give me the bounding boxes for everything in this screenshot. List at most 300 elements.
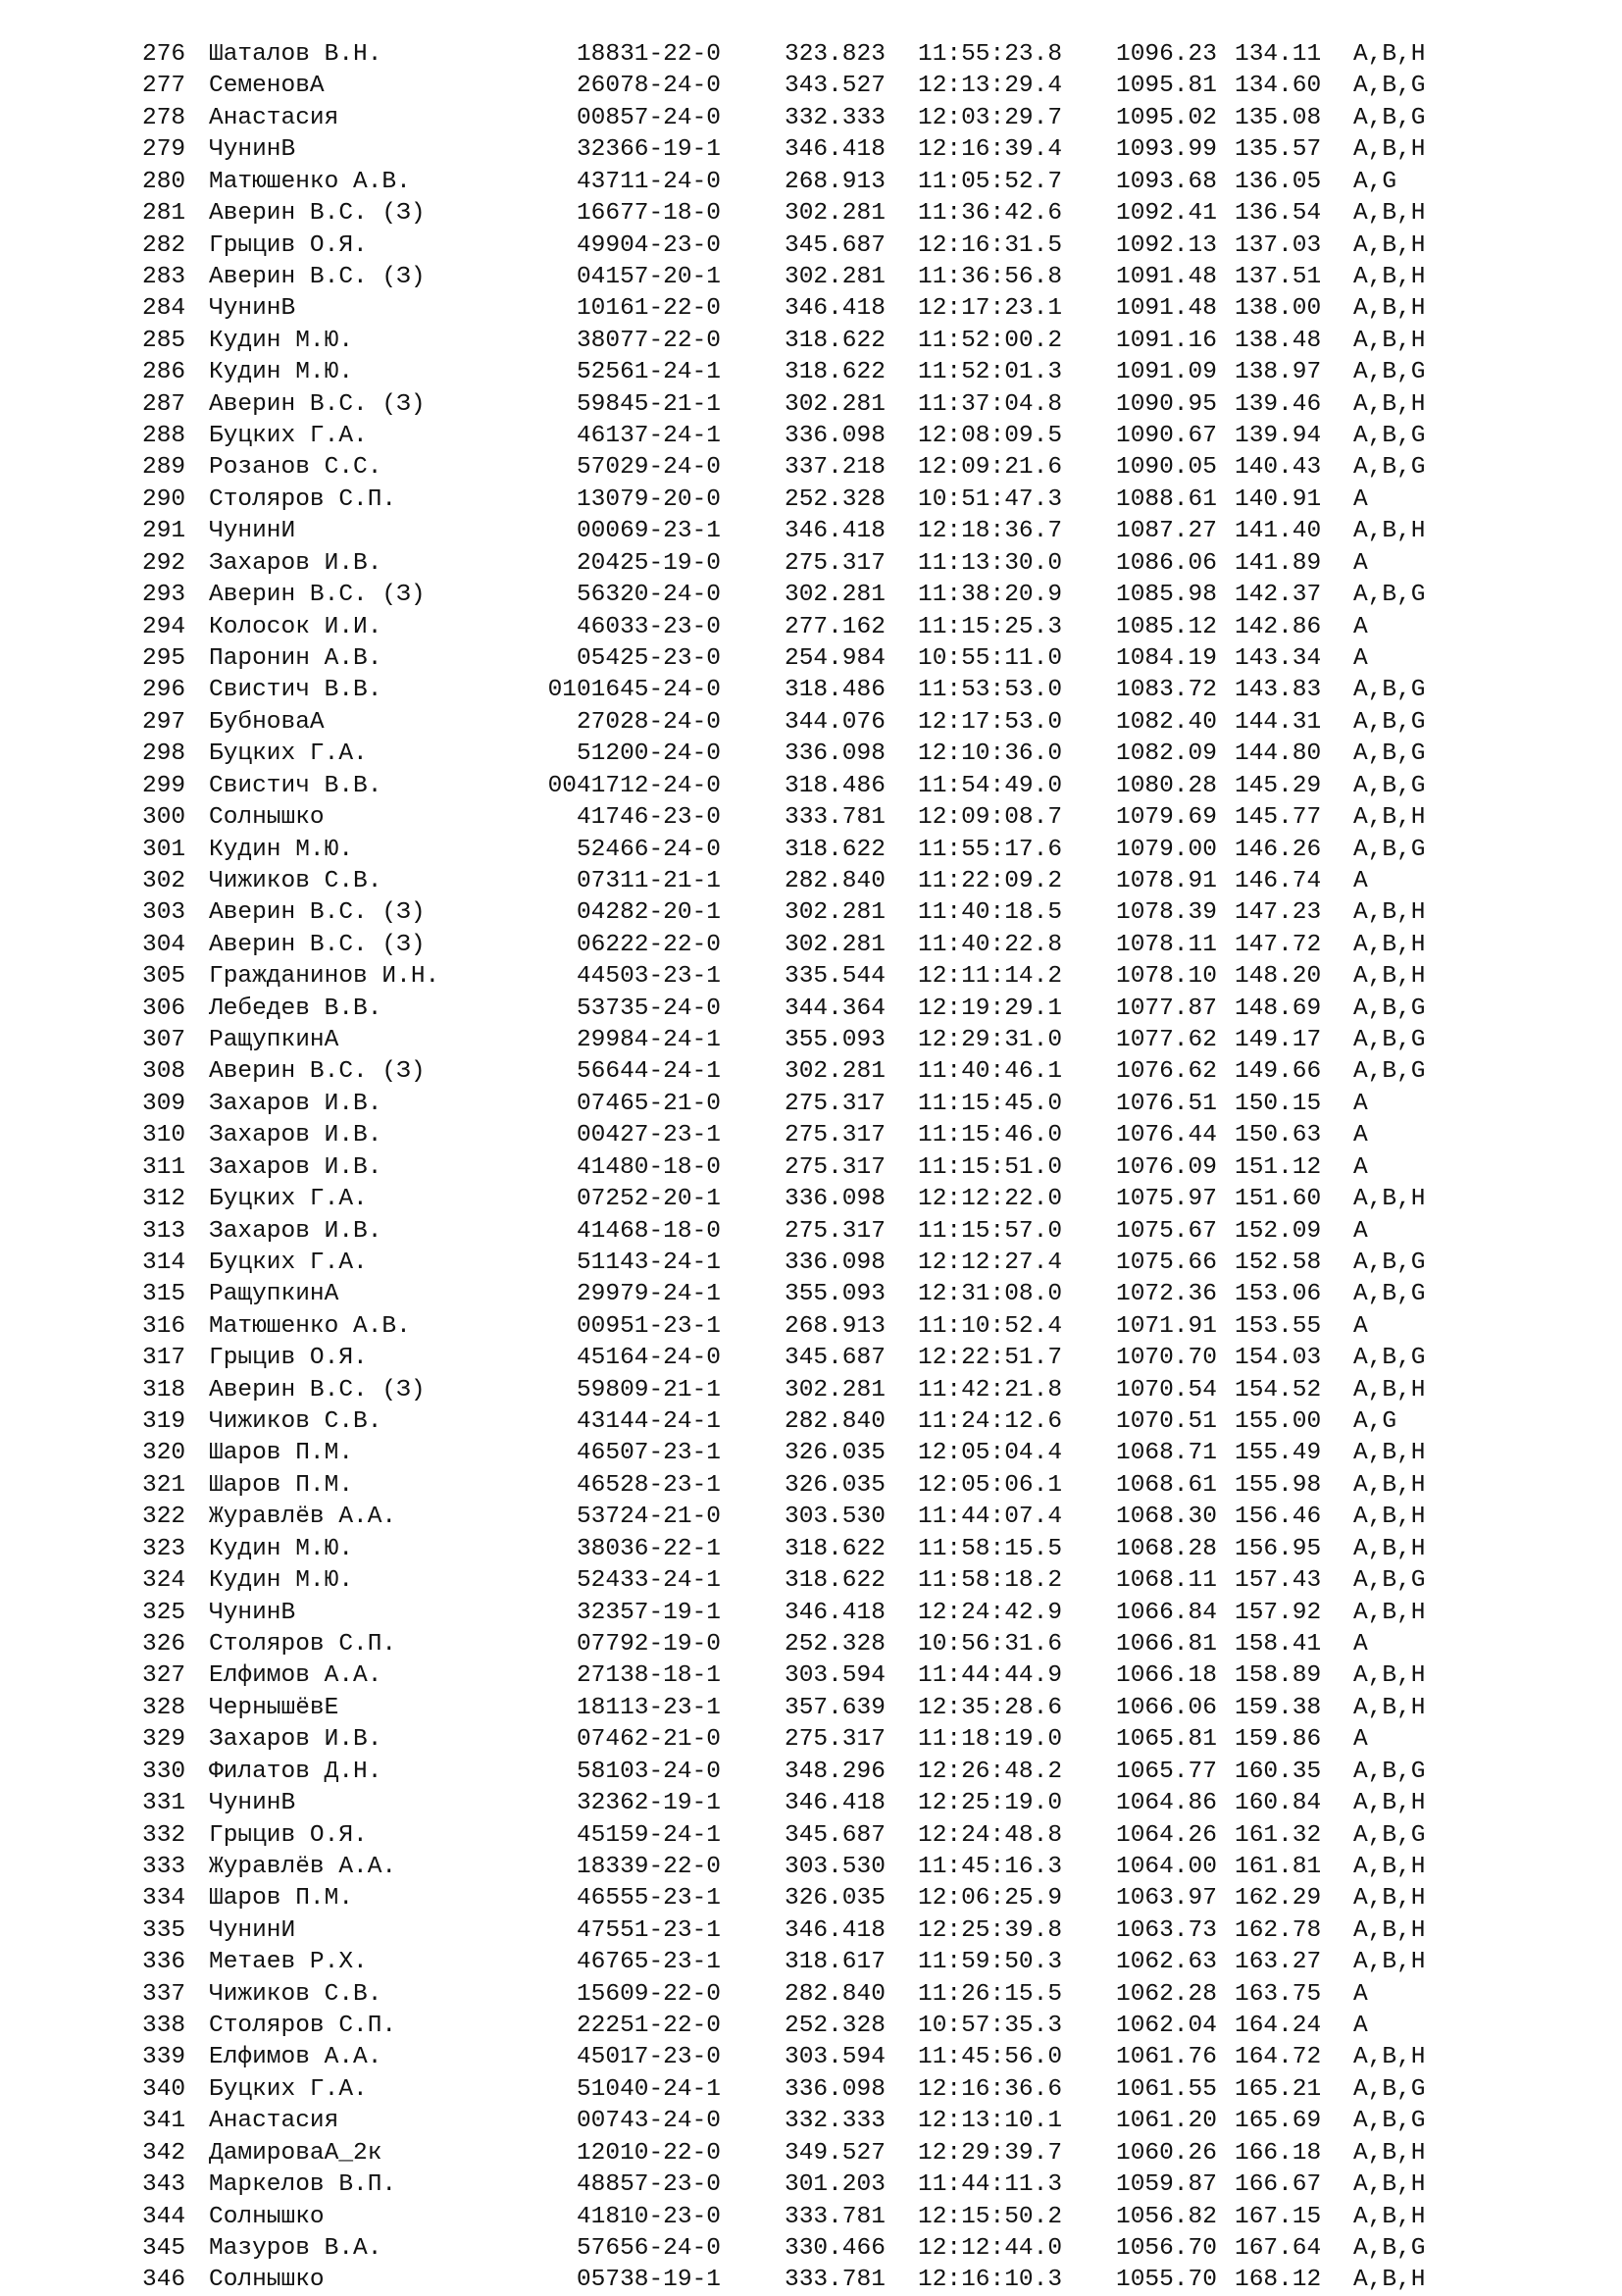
- categories: A,B,G: [1353, 73, 1426, 100]
- distance: 344.076: [785, 708, 886, 736]
- result-row: [0, 1120, 1622, 1151]
- coefficient: 147.23: [1235, 899, 1322, 927]
- row-number: 328: [142, 1694, 186, 1721]
- fancier-name: Гражданинов И.Н.: [209, 963, 440, 991]
- arrival-time: 12:05:06.1: [918, 1471, 1063, 1499]
- categories: A: [1353, 867, 1368, 894]
- ring-number: 05425-23-0: [576, 644, 721, 672]
- categories: A,B,H: [1353, 899, 1426, 927]
- categories: A,B,H: [1353, 1376, 1426, 1403]
- ring-number: 56644-24-1: [576, 1058, 721, 1086]
- categories: A,B,H: [1353, 1662, 1426, 1690]
- distance: 345.687: [785, 1821, 886, 1849]
- fancier-name: БубноваА: [209, 708, 325, 736]
- fancier-name: Буцких Г.А.: [209, 1249, 368, 1276]
- categories: A,B,G: [1353, 708, 1426, 736]
- ring-number: 58103-24-0: [576, 1758, 721, 1785]
- distance: 282.840: [785, 1408, 886, 1436]
- speed: 1076.51: [1116, 1090, 1217, 1117]
- speed: 1066.06: [1116, 1694, 1217, 1721]
- distance: 336.098: [785, 740, 886, 768]
- fancier-name: Чижиков С.В.: [209, 1980, 382, 2008]
- coefficient: 148.20: [1235, 963, 1322, 991]
- result-row: [0, 389, 1622, 421]
- coefficient: 141.40: [1235, 518, 1322, 545]
- ring-number: 32362-19-1: [576, 1790, 721, 1817]
- fancier-name: Аверин В.С. (З): [209, 263, 426, 290]
- ring-number: 48857-23-0: [576, 2171, 721, 2199]
- categories: A,B,H: [1353, 2044, 1426, 2071]
- ring-number: 46507-23-1: [576, 1440, 721, 1467]
- arrival-time: 12:13:29.4: [918, 73, 1063, 100]
- fancier-name: Аверин В.С. (З): [209, 390, 426, 418]
- row-number: 296: [142, 677, 186, 704]
- row-number: 305: [142, 963, 186, 991]
- fancier-name: ДамироваА_2к: [209, 2139, 382, 2167]
- distance: 318.622: [785, 1567, 886, 1595]
- arrival-time: 11:15:25.3: [918, 613, 1063, 640]
- speed: 1090.67: [1116, 423, 1217, 450]
- distance: 254.984: [785, 644, 886, 672]
- categories: A,B,G: [1353, 2234, 1426, 2262]
- categories: A,B,G: [1353, 1027, 1426, 1054]
- distance: 302.281: [785, 582, 886, 609]
- categories: A,B,G: [1353, 2108, 1426, 2135]
- distance: 318.622: [785, 359, 886, 386]
- arrival-time: 11:54:49.0: [918, 772, 1063, 799]
- categories: A,B,H: [1353, 2139, 1426, 2167]
- speed: 1078.11: [1116, 931, 1217, 958]
- coefficient: 145.29: [1235, 772, 1322, 799]
- speed: 1091.48: [1116, 295, 1217, 323]
- fancier-name: Аверин В.С. (З): [209, 582, 426, 609]
- ring-number: 00427-23-1: [576, 1122, 721, 1149]
- ring-number: 12010-22-0: [576, 2139, 721, 2167]
- categories: A,B,H: [1353, 804, 1426, 832]
- row-number: 341: [142, 2108, 186, 2135]
- arrival-time: 11:45:56.0: [918, 2044, 1063, 2071]
- result-row: [0, 2138, 1622, 2169]
- result-row: [0, 675, 1622, 706]
- result-row: [0, 548, 1622, 580]
- speed: 1060.26: [1116, 2139, 1217, 2167]
- coefficient: 140.91: [1235, 485, 1322, 513]
- categories: A,B,H: [1353, 2203, 1426, 2230]
- result-row: [0, 1248, 1622, 1279]
- result-row: [0, 1311, 1622, 1343]
- categories: A,B,H: [1353, 1535, 1426, 1562]
- row-number: 304: [142, 931, 186, 958]
- row-number: 306: [142, 995, 186, 1022]
- fancier-name: ЧунинИ: [209, 1916, 296, 1944]
- ring-number: 10161-22-0: [576, 295, 721, 323]
- arrival-time: 10:56:31.6: [918, 1631, 1063, 1658]
- coefficient: 153.06: [1235, 1281, 1322, 1308]
- arrival-time: 11:45:16.3: [918, 1853, 1063, 1880]
- ring-number: 53724-21-0: [576, 1504, 721, 1531]
- ring-number: 07792-19-0: [576, 1631, 721, 1658]
- row-number: 290: [142, 485, 186, 513]
- speed: 1065.77: [1116, 1758, 1217, 1785]
- row-number: 299: [142, 772, 186, 799]
- categories: A,B,H: [1353, 1790, 1426, 1817]
- fancier-name: Буцких Г.А.: [209, 2075, 368, 2103]
- ring-number: 41746-23-0: [576, 804, 721, 832]
- ring-number: 59809-21-1: [576, 1376, 721, 1403]
- distance: 302.281: [785, 1376, 886, 1403]
- ring-number: 05738-19-1: [576, 2267, 721, 2294]
- ring-number: 18113-23-1: [576, 1694, 721, 1721]
- fancier-name: Солнышко: [209, 804, 325, 832]
- speed: 1090.05: [1116, 454, 1217, 482]
- arrival-time: 10:55:11.0: [918, 644, 1063, 672]
- categories: A: [1353, 549, 1368, 577]
- row-number: 320: [142, 1440, 186, 1467]
- fancier-name: Захаров И.В.: [209, 1122, 382, 1149]
- result-row: [0, 2233, 1622, 2265]
- row-number: 310: [142, 1122, 186, 1149]
- ring-number: 22251-22-0: [576, 2013, 721, 2040]
- distance: 277.162: [785, 613, 886, 640]
- result-row: [0, 198, 1622, 230]
- fancier-name: Захаров И.В.: [209, 1090, 382, 1117]
- coefficient: 145.77: [1235, 804, 1322, 832]
- row-number: 281: [142, 200, 186, 228]
- categories: A,B,G: [1353, 1758, 1426, 1785]
- distance: 318.486: [785, 772, 886, 799]
- ring-number: 44503-23-1: [576, 963, 721, 991]
- arrival-time: 11:15:51.0: [918, 1153, 1063, 1181]
- row-number: 345: [142, 2234, 186, 2262]
- coefficient: 156.95: [1235, 1535, 1322, 1562]
- speed: 1064.86: [1116, 1790, 1217, 1817]
- row-number: 307: [142, 1027, 186, 1054]
- row-number: 312: [142, 1186, 186, 1213]
- speed: 1068.28: [1116, 1535, 1217, 1562]
- categories: A,B,H: [1353, 327, 1426, 354]
- result-row: [0, 1788, 1622, 1819]
- result-row: [0, 1629, 1622, 1660]
- row-number: 298: [142, 740, 186, 768]
- distance: 326.035: [785, 1440, 886, 1467]
- ring-number: 00743-24-0: [576, 2108, 721, 2135]
- result-row: [0, 1216, 1622, 1248]
- distance: 346.418: [785, 295, 886, 323]
- fancier-name: Чижиков С.В.: [209, 867, 382, 894]
- coefficient: 138.97: [1235, 359, 1322, 386]
- fancier-name: Буцких Г.А.: [209, 740, 368, 768]
- fancier-name: Грыцив О.Я.: [209, 231, 368, 259]
- speed: 1075.67: [1116, 1217, 1217, 1245]
- result-row: [0, 103, 1622, 134]
- arrival-time: 12:09:21.6: [918, 454, 1063, 482]
- fancier-name: Елфимов А.А.: [209, 1662, 382, 1690]
- fancier-name: Журавлёв А.А.: [209, 1504, 397, 1531]
- coefficient: 160.35: [1235, 1758, 1322, 1785]
- arrival-time: 11:40:22.8: [918, 931, 1063, 958]
- result-row: [0, 2202, 1622, 2233]
- coefficient: 148.69: [1235, 995, 1322, 1022]
- arrival-time: 11:58:18.2: [918, 1567, 1063, 1595]
- coefficient: 162.29: [1235, 1885, 1322, 1913]
- speed: 1079.00: [1116, 836, 1217, 863]
- fancier-name: Журавлёв А.А.: [209, 1853, 397, 1880]
- speed: 1059.87: [1116, 2171, 1217, 2199]
- row-number: 343: [142, 2171, 186, 2199]
- arrival-time: 12:10:36.0: [918, 740, 1063, 768]
- row-number: 293: [142, 582, 186, 609]
- result-row: [0, 1883, 1622, 1914]
- categories: A,G: [1353, 1408, 1397, 1436]
- fancier-name: Грыцив О.Я.: [209, 1345, 368, 1372]
- fancier-name: Буцких Г.А.: [209, 423, 368, 450]
- arrival-time: 11:24:12.6: [918, 1408, 1063, 1436]
- ring-number: 07252-20-1: [576, 1186, 721, 1213]
- result-row: [0, 1534, 1622, 1565]
- row-number: 334: [142, 1885, 186, 1913]
- result-row: [0, 897, 1622, 929]
- coefficient: 157.92: [1235, 1599, 1322, 1626]
- coefficient: 147.72: [1235, 931, 1322, 958]
- result-row: [0, 1438, 1622, 1469]
- distance: 345.687: [785, 231, 886, 259]
- row-number: 322: [142, 1504, 186, 1531]
- categories: A,B,G: [1353, 359, 1426, 386]
- arrival-time: 11:15:46.0: [918, 1122, 1063, 1149]
- coefficient: 139.46: [1235, 390, 1322, 418]
- arrival-time: 11:55:17.6: [918, 836, 1063, 863]
- ring-number: 57029-24-0: [576, 454, 721, 482]
- arrival-time: 12:06:25.9: [918, 1885, 1063, 1913]
- row-number: 317: [142, 1345, 186, 1372]
- speed: 1071.91: [1116, 1312, 1217, 1340]
- speed: 1091.16: [1116, 327, 1217, 354]
- result-row: [0, 612, 1622, 643]
- result-row: [0, 643, 1622, 675]
- distance: 332.333: [785, 2108, 886, 2135]
- arrival-time: 12:24:42.9: [918, 1599, 1063, 1626]
- arrival-time: 11:15:45.0: [918, 1090, 1063, 1117]
- fancier-name: Захаров И.В.: [209, 1217, 382, 1245]
- result-row: [0, 802, 1622, 834]
- speed: 1093.99: [1116, 136, 1217, 164]
- speed: 1068.11: [1116, 1567, 1217, 1595]
- speed: 1082.40: [1116, 708, 1217, 736]
- row-number: 286: [142, 359, 186, 386]
- ring-number: 00857-24-0: [576, 104, 721, 131]
- coefficient: 151.12: [1235, 1153, 1322, 1181]
- arrival-time: 12:12:44.0: [918, 2234, 1063, 2262]
- arrival-time: 11:52:01.3: [918, 359, 1063, 386]
- distance: 333.781: [785, 2203, 886, 2230]
- fancier-name: Шаталов В.Н.: [209, 41, 382, 68]
- row-number: 294: [142, 613, 186, 640]
- ring-number: 41480-18-0: [576, 1153, 721, 1181]
- ring-number: 04157-20-1: [576, 263, 721, 290]
- arrival-time: 12:31:08.0: [918, 1281, 1063, 1308]
- result-row: [0, 1279, 1622, 1310]
- distance: 330.466: [785, 2234, 886, 2262]
- categories: A,G: [1353, 168, 1397, 195]
- arrival-time: 12:11:14.2: [918, 963, 1063, 991]
- fancier-name: Анастасия: [209, 104, 339, 131]
- arrival-time: 12:13:10.1: [918, 2108, 1063, 2135]
- distance: 337.218: [785, 454, 886, 482]
- categories: A,B,H: [1353, 390, 1426, 418]
- row-number: 289: [142, 454, 186, 482]
- coefficient: 166.67: [1235, 2171, 1322, 2199]
- arrival-time: 12:22:51.7: [918, 1345, 1063, 1372]
- coefficient: 143.83: [1235, 677, 1322, 704]
- ring-number: 43711-24-0: [576, 168, 721, 195]
- speed: 1093.68: [1116, 168, 1217, 195]
- speed: 1079.69: [1116, 804, 1217, 832]
- arrival-time: 12:25:19.0: [918, 1790, 1063, 1817]
- result-row: [0, 961, 1622, 993]
- coefficient: 154.03: [1235, 1345, 1322, 1372]
- result-row: [0, 167, 1622, 198]
- categories: A,B,G: [1353, 740, 1426, 768]
- speed: 1066.81: [1116, 1631, 1217, 1658]
- row-number: 324: [142, 1567, 186, 1595]
- result-row: [0, 1915, 1622, 1947]
- fancier-name: Захаров И.В.: [209, 1726, 382, 1754]
- categories: A,B,H: [1353, 1694, 1426, 1721]
- arrival-time: 11:40:18.5: [918, 899, 1063, 927]
- speed: 1056.70: [1116, 2234, 1217, 2262]
- ring-number: 13079-20-0: [576, 485, 721, 513]
- fancier-name: Столяров С.П.: [209, 1631, 397, 1658]
- arrival-time: 11:58:15.5: [918, 1535, 1063, 1562]
- arrival-time: 12:16:36.6: [918, 2075, 1063, 2103]
- arrival-time: 10:57:35.3: [918, 2013, 1063, 2040]
- arrival-time: 12:16:31.5: [918, 231, 1063, 259]
- arrival-time: 11:44:11.3: [918, 2171, 1063, 2199]
- coefficient: 144.80: [1235, 740, 1322, 768]
- categories: A: [1353, 1631, 1368, 1658]
- coefficient: 158.89: [1235, 1662, 1322, 1690]
- arrival-time: 11:52:00.2: [918, 327, 1063, 354]
- coefficient: 163.27: [1235, 1949, 1322, 1976]
- distance: 268.913: [785, 1312, 886, 1340]
- coefficient: 150.63: [1235, 1122, 1322, 1149]
- arrival-time: 12:17:53.0: [918, 708, 1063, 736]
- arrival-time: 11:53:53.0: [918, 677, 1063, 704]
- arrival-time: 11:15:57.0: [918, 1217, 1063, 1245]
- ring-number: 46033-23-0: [576, 613, 721, 640]
- speed: 1062.28: [1116, 1980, 1217, 2008]
- fancier-name: Лебедев В.В.: [209, 995, 382, 1022]
- fancier-name: Паронин А.В.: [209, 644, 382, 672]
- distance: 336.098: [785, 1249, 886, 1276]
- result-row: [0, 71, 1622, 102]
- row-number: 309: [142, 1090, 186, 1117]
- row-number: 321: [142, 1471, 186, 1499]
- result-row: [0, 421, 1622, 452]
- speed: 1070.70: [1116, 1345, 1217, 1372]
- result-row: [0, 2169, 1622, 2201]
- fancier-name: ЧунинВ: [209, 136, 296, 164]
- fancier-name: Буцких Г.А.: [209, 1186, 368, 1213]
- distance: 301.203: [785, 2171, 886, 2199]
- categories: A: [1353, 1726, 1368, 1754]
- speed: 1066.84: [1116, 1599, 1217, 1626]
- row-number: 332: [142, 1821, 186, 1849]
- speed: 1076.62: [1116, 1058, 1217, 1086]
- result-row: [0, 580, 1622, 611]
- speed: 1070.51: [1116, 1408, 1217, 1436]
- arrival-time: 12:15:50.2: [918, 2203, 1063, 2230]
- speed: 1080.28: [1116, 772, 1217, 799]
- row-number: 337: [142, 1980, 186, 2008]
- result-row: [0, 230, 1622, 262]
- fancier-name: Аверин В.С. (З): [209, 200, 426, 228]
- ring-number: 16677-18-0: [576, 200, 721, 228]
- coefficient: 167.64: [1235, 2234, 1322, 2262]
- speed: 1096.23: [1116, 41, 1217, 68]
- row-number: 314: [142, 1249, 186, 1276]
- result-row: [0, 516, 1622, 547]
- distance: 355.093: [785, 1027, 886, 1054]
- speed: 1068.71: [1116, 1440, 1217, 1467]
- distance: 302.281: [785, 899, 886, 927]
- fancier-name: Аверин В.С. (З): [209, 1058, 426, 1086]
- coefficient: 166.18: [1235, 2139, 1322, 2167]
- ring-number: 26078-24-0: [576, 73, 721, 100]
- ring-number: 38077-22-0: [576, 327, 721, 354]
- speed: 1062.63: [1116, 1949, 1217, 1976]
- coefficient: 140.43: [1235, 454, 1322, 482]
- distance: 318.617: [785, 1949, 886, 1976]
- speed: 1092.41: [1116, 200, 1217, 228]
- categories: A,B,H: [1353, 2171, 1426, 2199]
- speed: 1063.97: [1116, 1885, 1217, 1913]
- result-row: [0, 1852, 1622, 1883]
- categories: A,B,G: [1353, 1567, 1426, 1595]
- arrival-time: 12:03:29.7: [918, 104, 1063, 131]
- result-row: [0, 2042, 1622, 2073]
- coefficient: 137.03: [1235, 231, 1322, 259]
- result-row: [0, 994, 1622, 1025]
- distance: 344.364: [785, 995, 886, 1022]
- distance: 349.527: [785, 2139, 886, 2167]
- distance: 326.035: [785, 1471, 886, 1499]
- speed: 1088.61: [1116, 485, 1217, 513]
- row-number: 302: [142, 867, 186, 894]
- speed: 1061.20: [1116, 2108, 1217, 2135]
- arrival-time: 11:10:52.4: [918, 1312, 1063, 1340]
- coefficient: 155.00: [1235, 1408, 1322, 1436]
- arrival-time: 12:26:48.2: [918, 1758, 1063, 1785]
- result-row: [0, 771, 1622, 802]
- arrival-time: 12:17:23.1: [918, 295, 1063, 323]
- fancier-name: Грыцив О.Я.: [209, 1821, 368, 1849]
- categories: A: [1353, 1090, 1368, 1117]
- categories: A,B,H: [1353, 1949, 1426, 1976]
- fancier-name: Свистич В.В.: [209, 772, 382, 799]
- result-row: [0, 1470, 1622, 1502]
- row-number: 282: [142, 231, 186, 259]
- categories: A,B,G: [1353, 1249, 1426, 1276]
- fancier-name: Кудин М.Ю.: [209, 1567, 354, 1595]
- categories: A,B,G: [1353, 995, 1426, 1022]
- arrival-time: 12:16:10.3: [918, 2267, 1063, 2294]
- categories: A,B,H: [1353, 1885, 1426, 1913]
- distance: 302.281: [785, 1058, 886, 1086]
- result-row: [0, 1406, 1622, 1438]
- row-number: 327: [142, 1662, 186, 1690]
- speed: 1083.72: [1116, 677, 1217, 704]
